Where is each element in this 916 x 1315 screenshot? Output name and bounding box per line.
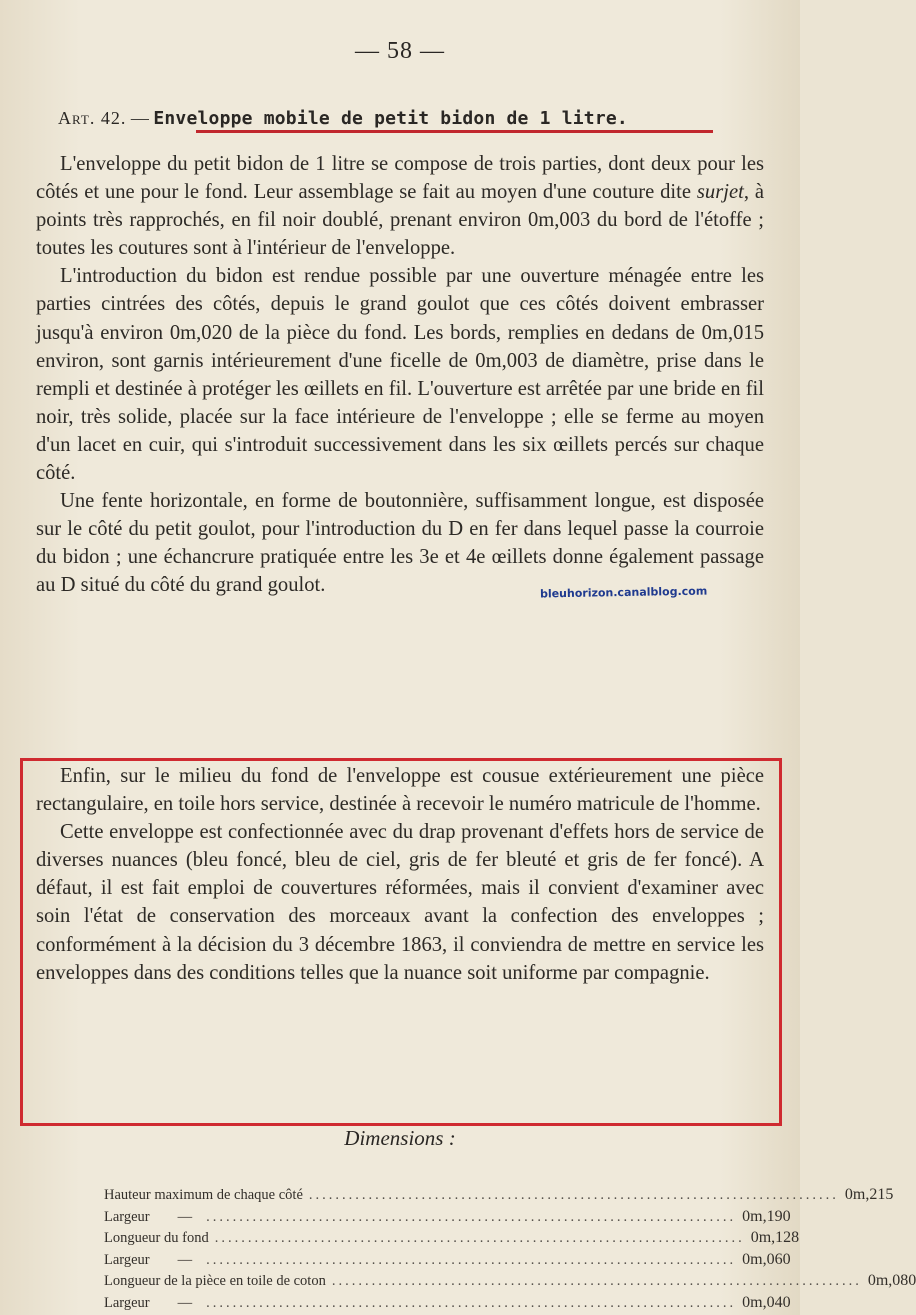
title-underline-mark: [196, 130, 713, 133]
article-separator: —: [126, 108, 154, 128]
dimension-ditto: —: [177, 1251, 193, 1268]
dimension-label: Longueur du fond: [104, 1230, 209, 1246]
paragraph-1-emphasis: surjet: [696, 181, 744, 204]
dimension-value: 0m,190: [742, 1207, 791, 1225]
dimension-label: Longueur de la pièce en toile de coton: [104, 1273, 326, 1289]
article-title: Enveloppe mobile de petit bidon de 1 litre.: [153, 108, 628, 129]
dimension-ditto: —: [177, 1208, 193, 1225]
dimension-row: [104, 1229, 800, 1251]
dimension-row: [104, 1272, 916, 1294]
dimension-row: [104, 1293, 791, 1315]
paragraph-1: [36, 150, 764, 262]
article-body: [36, 150, 764, 600]
dimension-value: 0m,215: [844, 1186, 894, 1203]
dimension-leader-dots: ................................................................................: [214, 1230, 745, 1246]
dimensions-table: [104, 1186, 916, 1315]
highlighted-body: [36, 762, 764, 987]
dimension-value: 0m,060: [742, 1250, 791, 1268]
paragraph-3: Une fente horizontale, en forme de boutonnière, suffisamment longue, est disposée sur le côté du petit goulot, pour l'introduction du D en fer dans lequel passe la courroie du bidon ; une échancrure pratiquée entre les 3e et 4e œillets donne également passage au D situé du côté du grand goulot.: [36, 490, 764, 597]
dimension-value: 0m,128: [750, 1229, 800, 1246]
watermark: bleuhorizon.canalblog.com: [539, 584, 708, 601]
dimension-leader-dots: ................................................................................: [206, 1294, 737, 1311]
dimension-label: Largeur: [104, 1208, 150, 1225]
dimension-leader-dots: ................................................................................: [308, 1187, 839, 1203]
paragraph-1-before: L'enveloppe du petit bidon de 1 litre se compose de trois parties, dont deux pour les côtés et une pour le fond. Leur assemblage se fait au moyen d'une couture dite: [36, 153, 764, 204]
dimension-value: 0m,080: [867, 1272, 916, 1289]
paragraph-4: Enfin, sur le milieu du fond de l'enveloppe est cousue extérieurement une pièce rectangulaire, en toile hors service, destinée à recevoir le numéro matricule de l'homme.: [36, 765, 764, 816]
dimension-ditto: —: [177, 1294, 193, 1311]
paragraph-2: L'introduction du bidon est rendue possible par une ouverture ménagée entre les parties cintrées des côtés, depuis le grand goulot que ces côtés doivent embrasser jusqu'à environ 0m,020 de la pièce du fond. Les bords, remplies en dedans de 0m,015 environ, sont garnis intérieurement d'une ficelle de 0m,003 de diamètre, prise dans le rempli et destinée à protéger les œillets en fil. L'ouverture est arrêtée par une bride en fil noir, très solide, placée sur la face intérieure de l'enveloppe ; elle se ferme au moyen d'un lacet en cuir, qui s'introduit successivement dans les six œillets percés sur chaque côté.: [36, 265, 764, 485]
paragraph-5: Cette enveloppe est confectionnée avec du drap provenant d'effets hors de service de diverses nuances (bleu foncé, bleu de ciel, gris de fer bleuté et gris de fer foncé). A défaut, il est fait emploi de couvertures réformées, mais il convient d'examiner avec soin l'état de conservation des morceaux avant la confection des enveloppes ; conformément à la décision du 3 décembre 1863, il conviendra de mettre en service les enveloppes dans des conditions telles que la nuance soit uniforme par compagnie.: [36, 821, 764, 984]
dimension-leader-dots: ................................................................................: [331, 1273, 862, 1289]
dimension-label: Hauteur maximum de chaque côté: [104, 1187, 303, 1203]
dimension-leader-dots: ................................................................................: [206, 1251, 737, 1268]
article-number: Art. 42.: [58, 108, 127, 128]
page-number: — 58 —: [355, 38, 445, 64]
article-header: [58, 108, 748, 129]
dimension-label: Largeur: [104, 1294, 150, 1311]
dimension-row: [104, 1186, 894, 1208]
dimensions-title: Dimensions :: [344, 1126, 456, 1150]
dimension-leader-dots: ................................................................................: [206, 1208, 737, 1225]
dimension-value: 0m,040: [742, 1293, 791, 1311]
dimension-label: Largeur: [104, 1251, 150, 1268]
dimension-row: [104, 1250, 791, 1273]
paragraph-1-after: , à points très rapprochés, en fil noir doublé, prenant environ 0m,003 du bord de l'étoffe ; toutes les coutures sont à l'intérieur de l'enveloppe.: [36, 181, 764, 260]
dimension-row: [104, 1207, 791, 1230]
